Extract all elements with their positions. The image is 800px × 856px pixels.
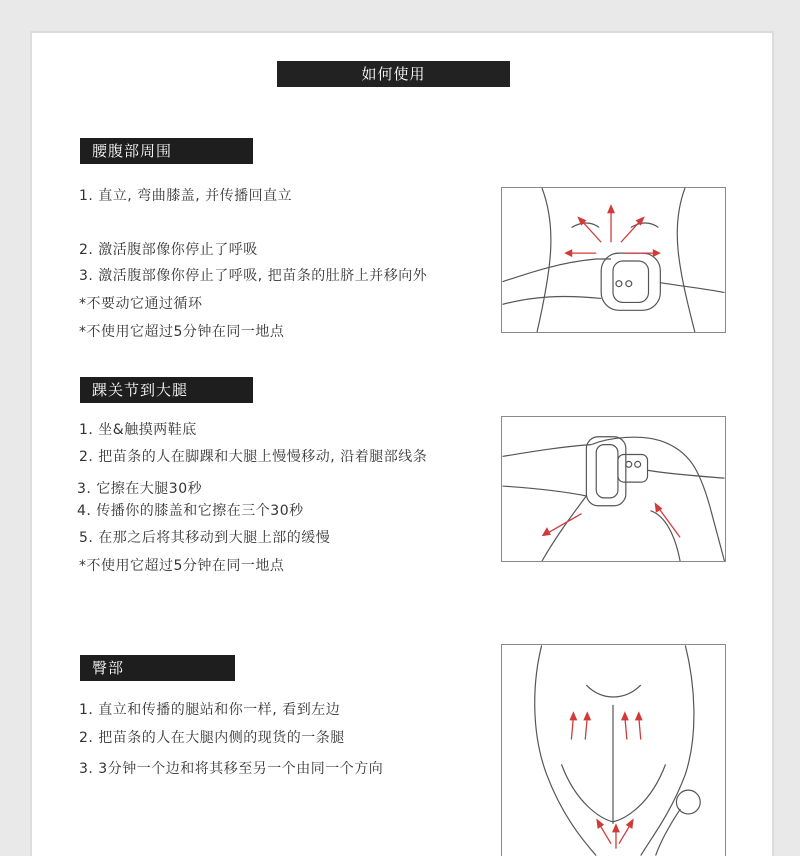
instruction-note: *不使用它超过5分钟在同一地点 [79,324,285,340]
section-title-buttocks: 臀部 [80,655,235,681]
instruction-line: 1. 直立, 弯曲膝盖, 并传播回直立 [79,188,293,204]
instruction-line: 3. 3分钟一个边和将其移至另一个由同一个方向 [79,761,384,777]
waist-diagram [502,188,725,332]
buttocks-diagram [502,645,725,856]
instruction-note: *不使用它超过5分钟在同一地点 [79,558,285,574]
instruction-line: 5. 在那之后将其移动到大腿上部的缓慢 [79,530,331,546]
leg-illustration [501,416,726,562]
instruction-page [32,33,772,856]
section-title-waist: 腰腹部周围 [80,138,253,164]
buttocks-illustration [501,644,726,856]
leg-diagram [502,417,725,561]
instruction-line: 3. 激活腹部像你停止了呼吸, 把苗条的肚脐上并移向外 [79,268,428,284]
instruction-line: 4. 传播你的膝盖和它擦在三个30秒 [77,503,304,519]
instruction-line: 2. 把苗条的人在脚踝和大腿上慢慢移动, 沿着腿部线条 [79,449,428,465]
instruction-line: 1. 坐&触摸两鞋底 [79,422,197,438]
instruction-note: *不要动它通过循环 [79,296,203,312]
waist-illustration [501,187,726,333]
instruction-line: 1. 直立和传播的腿站和你一样, 看到左边 [79,702,341,718]
instruction-line: 2. 把苗条的人在大腿内侧的现货的一条腿 [79,730,345,746]
instruction-line: 3. 它擦在大腿30秒 [77,481,203,497]
page-title: 如何使用 [277,61,510,87]
instruction-line: 2. 激活腹部像你停止了呼吸 [79,242,258,258]
section-title-ankle-thigh: 踝关节到大腿 [80,377,253,403]
